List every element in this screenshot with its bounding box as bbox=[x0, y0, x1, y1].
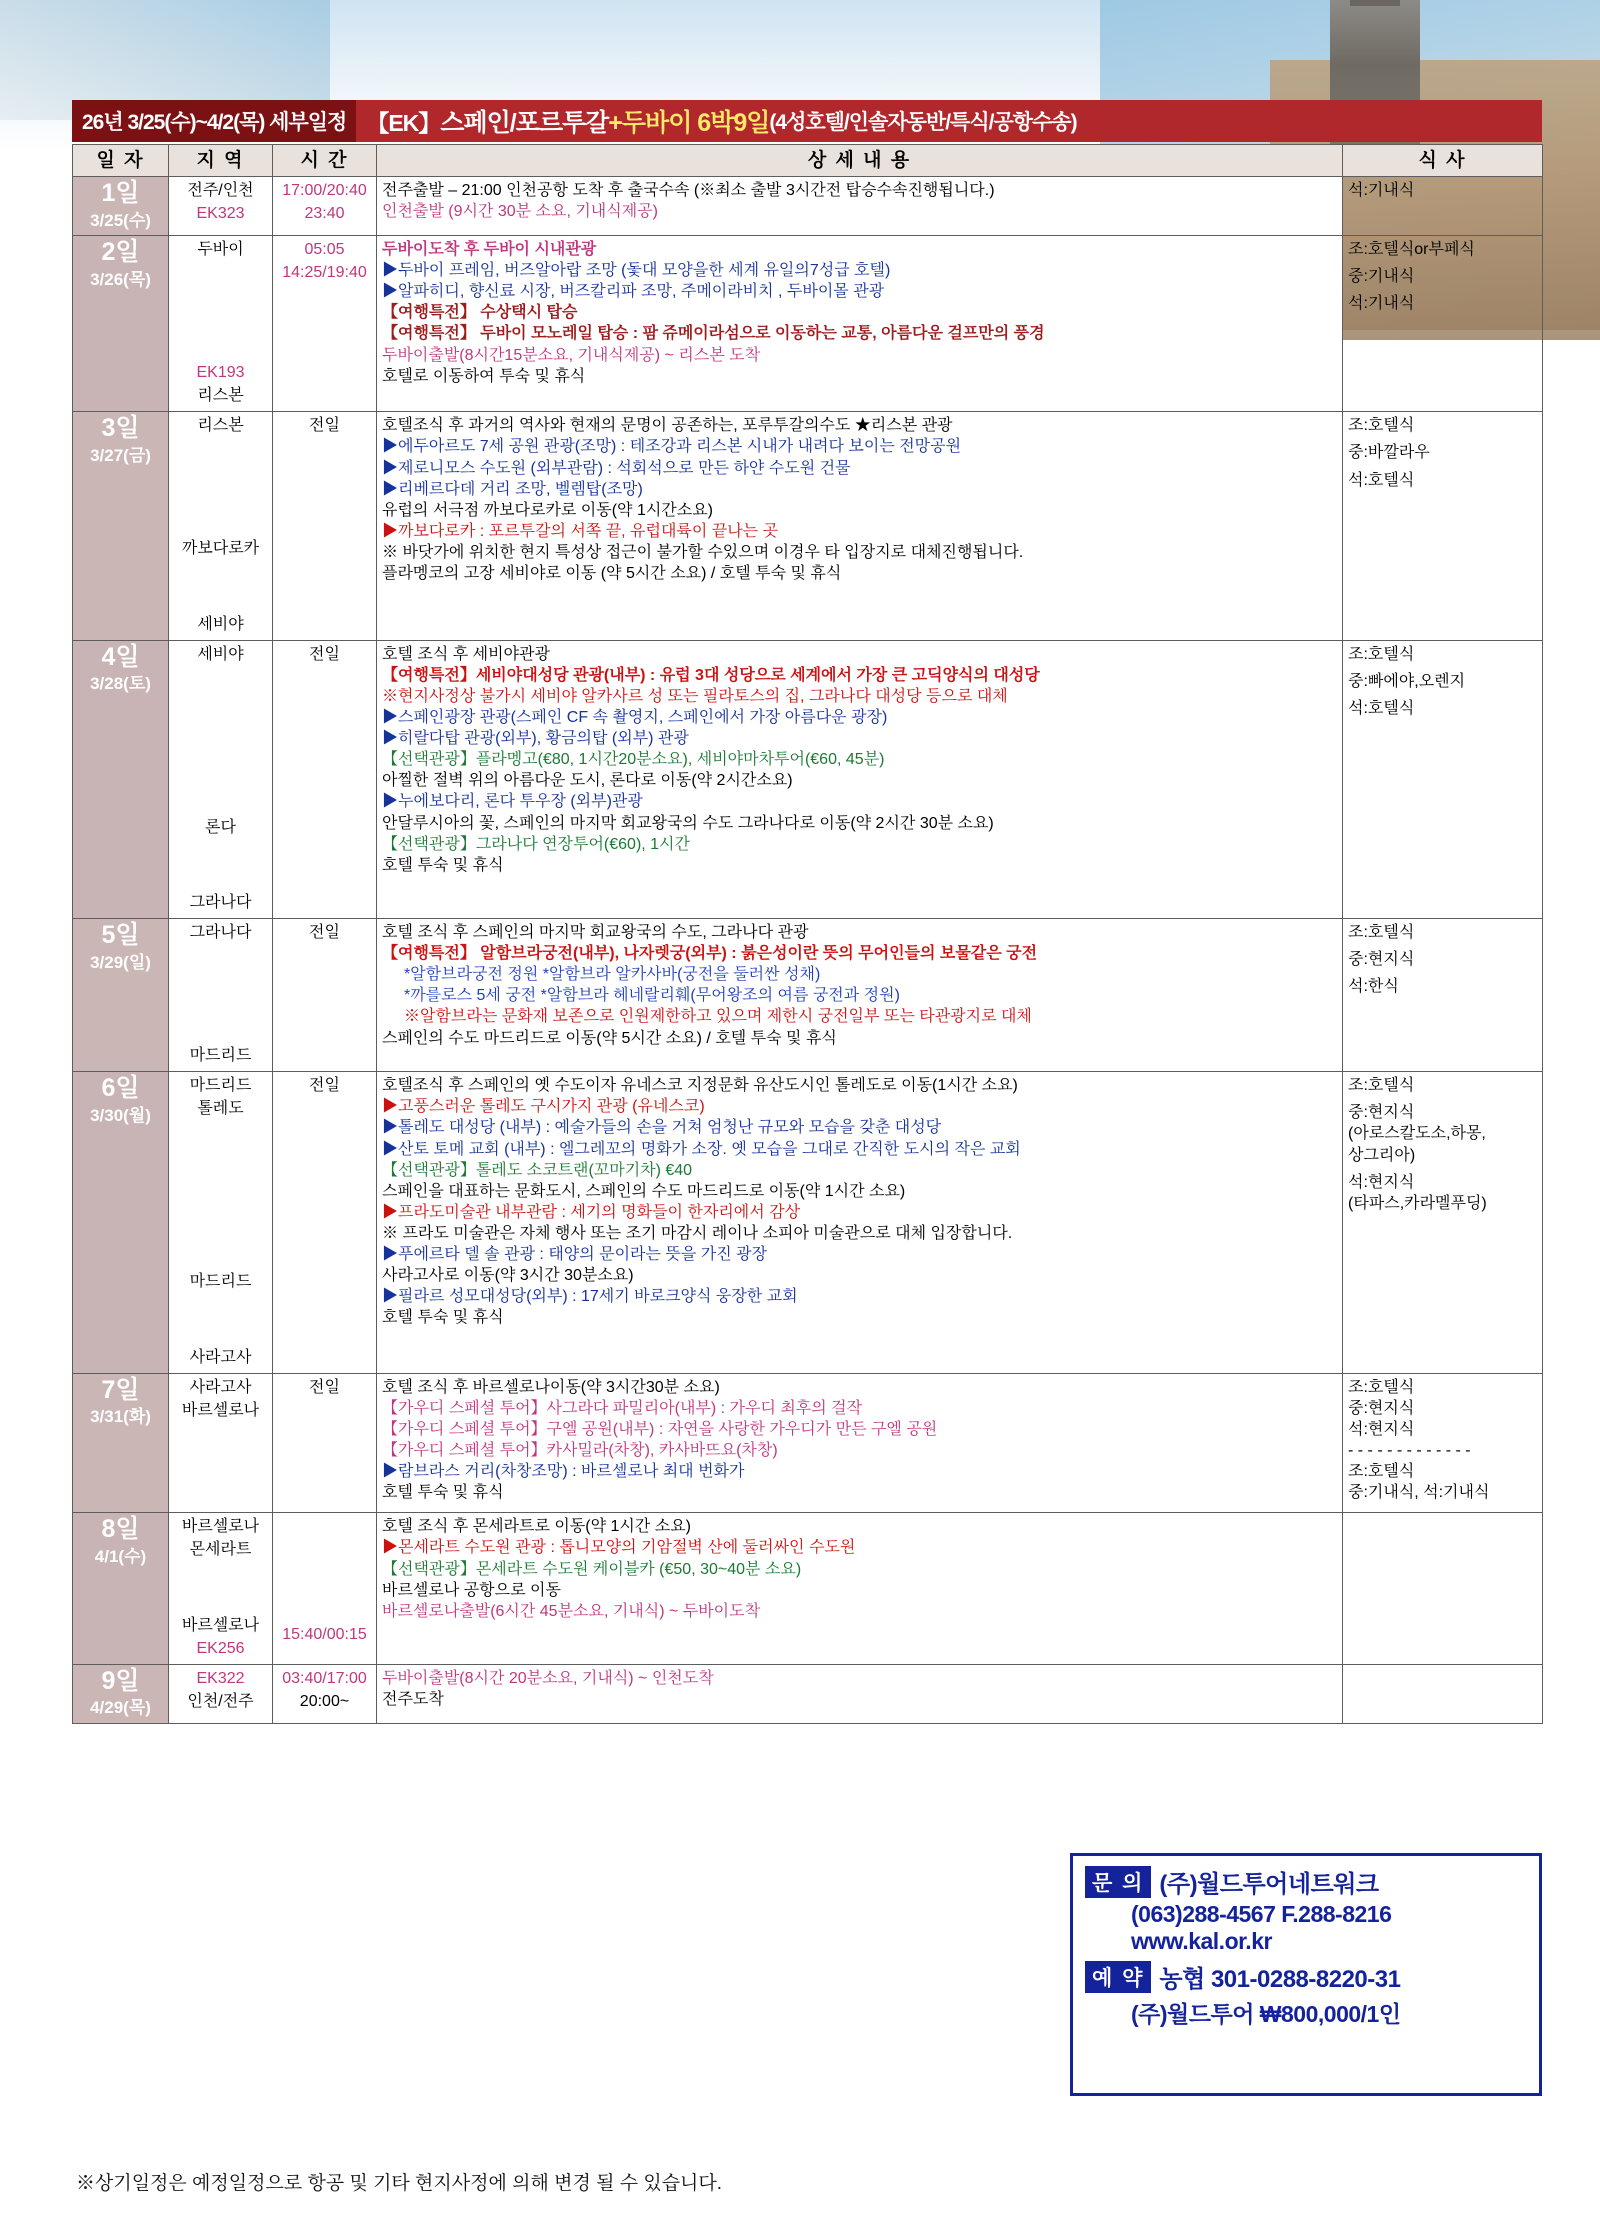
detail-line: ▶리베르다데 거리 조망, 벨렘탑(조망) bbox=[382, 480, 643, 498]
title-date-range: 26년 3/25(수)~4/2(목) 세부일정 bbox=[72, 100, 356, 142]
detail-line: 사라고사로 이동(약 3시간 30분소요) bbox=[382, 1267, 634, 1285]
area-line: 리스본 bbox=[197, 387, 244, 405]
meal-cell bbox=[1343, 236, 1543, 412]
detail-line: ▶제로니모스 수도원 (외부관람) : 석회석으로 만든 하얀 수도원 건물 bbox=[382, 459, 851, 477]
time-line: 전일 bbox=[309, 924, 340, 941]
time-line: 전일 bbox=[309, 1378, 340, 1396]
day-number: 1일 bbox=[101, 179, 140, 208]
meal-line: 중:기내식, 석:기내식 bbox=[1348, 1484, 1490, 1502]
detail-line: ▶누에보다리, 론다 투우장 (외부)관광 bbox=[382, 793, 643, 811]
meal-line: 중:기내식 bbox=[1348, 268, 1415, 286]
detail-line: ▶까보다로카 : 포르투갈의 서쪽 끝, 유럽대륙이 끝나는 곳 bbox=[382, 522, 779, 540]
day-date: 4/29(목) bbox=[90, 1698, 151, 1718]
meal-line: 조:호텔식 bbox=[1348, 924, 1415, 941]
table-row bbox=[73, 1664, 1543, 1723]
area-line: 사라고사 bbox=[189, 1348, 252, 1366]
detail-line: 호텔 조식 후 몬세라트로 이동(약 1시간 소요) bbox=[382, 1518, 691, 1536]
table-row bbox=[73, 236, 1543, 412]
detail-cell bbox=[377, 236, 1343, 412]
detail-line: 【선택관광】그라나다 연장투어(€60), 1시간 bbox=[382, 835, 690, 853]
col-meal: 식 사 bbox=[1343, 145, 1543, 177]
detail-line: 유럽의 서극점 까보다로카로 이동(약 1시간소요) bbox=[382, 501, 714, 519]
detail-cell bbox=[377, 1072, 1343, 1373]
detail-line: 【선택관광】플라멩고(€80, 1시간20분소요), 세비야마차투어(€60, 45분) bbox=[382, 751, 885, 769]
day-number: 7일 bbox=[101, 1375, 140, 1404]
title-options: (4성호텔/인솔자동반/특식/공항수송) bbox=[769, 111, 1077, 134]
flight-code: EK322 bbox=[196, 1669, 245, 1687]
detail-line: 호텔조식 후 스페인의 옛 수도이자 유네스코 지정문화 유산도시인 톨레도로 이동(1시간 소요) bbox=[382, 1077, 1018, 1095]
day-number: 4일 bbox=[101, 642, 140, 671]
day-date: 3/31(화) bbox=[90, 1407, 151, 1427]
table-row bbox=[73, 919, 1543, 1072]
area-line: 마드리드 bbox=[189, 1077, 252, 1095]
company-name: (주)월드투어네트워크 bbox=[1159, 1871, 1379, 1898]
detail-line: 안달루시아의 꽃, 스페인의 마지막 회교왕국의 수도 그라나다로 이동(약 2시간 30분 소요) bbox=[382, 814, 994, 832]
col-time: 시 간 bbox=[273, 145, 377, 177]
detail-cell bbox=[377, 177, 1343, 236]
detail-line: 전주도착 bbox=[382, 1690, 444, 1708]
time-cell bbox=[273, 1373, 377, 1513]
detail-line: 인천출발 (9시간 30분 소요, 기내식제공) bbox=[382, 203, 658, 221]
area-cell bbox=[169, 1373, 273, 1513]
table-row bbox=[73, 640, 1543, 918]
area-line: 인천/전주 bbox=[187, 1692, 254, 1710]
detail-line: 두바이출발(8시간15분소요, 기내식제공) ~ 리스본 도착 bbox=[382, 346, 761, 364]
detail-line: ▶톨레도 대성당 (내부) : 예술가들의 손을 거쳐 엄청난 규모와 모습을 갖춘 대성당 bbox=[382, 1119, 942, 1137]
table-row bbox=[73, 1373, 1543, 1513]
reserve-label: 예 약 bbox=[1085, 1961, 1151, 1993]
footnote: ※상기일정은 예정일정으로 항공 및 기타 현지사정에 의해 변경 될 수 있습니다. bbox=[76, 2173, 723, 2194]
day-date: 3/25(수) bbox=[90, 210, 151, 230]
detail-line: 호텔 조식 후 세비야관광 bbox=[382, 645, 550, 663]
day-date: 3/26(목) bbox=[90, 269, 151, 289]
area-cell bbox=[169, 1072, 273, 1373]
meal-cell bbox=[1343, 1664, 1543, 1723]
day-cell bbox=[73, 236, 169, 412]
day-cell bbox=[73, 919, 169, 1072]
meal-line: 조:호텔식 bbox=[1348, 417, 1415, 435]
meal-line: - - - - - - - - - - - - - bbox=[1348, 1441, 1471, 1459]
day-cell bbox=[73, 1513, 169, 1664]
area-line: 톨레도 bbox=[197, 1100, 244, 1118]
detail-line: ※ 바닷가에 위치한 현지 특성상 접근이 불가할 수있으며 이경우 타 입장지로 대체진행됩니다. bbox=[382, 544, 1024, 561]
area-cell bbox=[169, 177, 273, 236]
meal-line: 상그리아) bbox=[1348, 1146, 1416, 1164]
detail-line: ▶프라도미술관 내부관람 : 세기의 명화들이 한자리에서 감상 bbox=[382, 1203, 801, 1221]
area-line: 두바이 bbox=[197, 241, 244, 259]
area-line: 리스본 bbox=[197, 417, 244, 435]
detail-line: 아찔한 절벽 위의 아름다운 도시, 론다로 이동(약 2시간소요) bbox=[382, 772, 793, 790]
area-cell bbox=[169, 236, 273, 412]
meal-line: 조:호텔식 bbox=[1348, 1463, 1415, 1481]
day-number: 5일 bbox=[101, 921, 140, 949]
area-cell bbox=[169, 919, 273, 1072]
time-cell bbox=[273, 1513, 377, 1664]
col-date: 일 자 bbox=[73, 145, 169, 177]
detail-line: 전주출발 – 21:00 인천공항 도착 후 출국수속 (※최소 출발 3시간전 탑승수속진행됩니다.) bbox=[382, 182, 995, 200]
area-line: 세비야 bbox=[197, 615, 244, 633]
detail-line: 【선택관광】톨레도 소코트랜(꼬마기차) €40 bbox=[382, 1161, 693, 1179]
title-destination: 스페인/포르투갈 bbox=[440, 109, 609, 137]
day-cell bbox=[73, 1373, 169, 1513]
area-line: 까보다로카 bbox=[181, 540, 260, 558]
detail-cell bbox=[377, 919, 1343, 1072]
time-line: 23:40 bbox=[304, 205, 345, 223]
detail-line: 스페인의 수도 마드리드로 이동(약 5시간 소요) / 호텔 투숙 및 휴식 bbox=[382, 1029, 837, 1047]
detail-line: ▶필라르 성모대성당(외부) : 17세기 바로크양식 웅장한 교회 bbox=[382, 1288, 798, 1306]
meal-line: 조:호텔식 bbox=[1348, 1077, 1415, 1095]
detail-line: ※알함브라는 문화재 보존으로 인원제한하고 있으며 제한시 궁전일부 또는 타관광지로 대체 bbox=[404, 1008, 1032, 1026]
detail-cell bbox=[377, 640, 1343, 918]
meal-line: (아로스칼도소,하몽, bbox=[1348, 1125, 1486, 1143]
detail-line: 【선택관광】몬세라트 수도원 케이블카 (€50, 30~40분 소요) bbox=[382, 1560, 802, 1578]
meal-line: 조:호텔식 bbox=[1348, 1378, 1415, 1396]
area-line: 론다 bbox=[205, 818, 236, 836]
detail-line: 【여행특전】세비야대성당 관광(내부) : 유럽 3대 성당으로 세계에서 가장 큰 고딕양식의 대성당 bbox=[382, 666, 1040, 684]
inquiry-label: 문 의 bbox=[1085, 1866, 1151, 1898]
day-cell bbox=[73, 1072, 169, 1373]
meal-line: 석:현지식 bbox=[1348, 1173, 1415, 1191]
meal-cell bbox=[1343, 412, 1543, 640]
detail-line: 바르셀로나출발(6시간 45분소요, 기내식) ~ 두바이도착 bbox=[382, 1602, 761, 1620]
detail-line: 두바이도착 후 두바이 시내관광 bbox=[382, 241, 597, 259]
col-detail: 상 세 내 용 bbox=[377, 145, 1343, 177]
day-date: 3/28(토) bbox=[90, 674, 151, 694]
flight-code: EK256 bbox=[196, 1639, 245, 1657]
day-date: 3/30(월) bbox=[90, 1105, 151, 1125]
time-cell bbox=[273, 1072, 377, 1373]
time-cell bbox=[273, 640, 377, 918]
detail-line: ▶몬세라트 수도원 관광 : 톱니모양의 기암절벽 산에 둘러싸인 수도원 bbox=[382, 1539, 856, 1557]
detail-line: 【가우디 스페셜 투어】카사밀라(차창), 카사바뜨요(차창) bbox=[382, 1441, 778, 1459]
area-line: 마드리드 bbox=[189, 1273, 252, 1291]
detail-line: 호텔 투숙 및 휴식 bbox=[382, 856, 504, 874]
meal-cell bbox=[1343, 1513, 1543, 1664]
meal-line: (타파스,카라멜푸딩) bbox=[1348, 1194, 1487, 1212]
area-line: 세비야 bbox=[197, 645, 244, 663]
time-cell bbox=[273, 919, 377, 1072]
detail-line: 【여행특전】 수상택시 탑승 bbox=[382, 304, 578, 322]
time-line: 17:00/20:40 bbox=[282, 182, 367, 200]
day-date: 3/29(일) bbox=[90, 952, 151, 972]
time-cell bbox=[273, 236, 377, 412]
meal-cell bbox=[1343, 1072, 1543, 1373]
detail-line: 호텔 투숙 및 휴식 bbox=[382, 1309, 504, 1327]
area-line: 그라나다 bbox=[189, 924, 252, 941]
detail-cell bbox=[377, 1373, 1343, 1513]
day-number: 2일 bbox=[101, 238, 140, 267]
phone-number: (063)288-4567 F.288-8216 bbox=[1131, 1901, 1392, 1927]
meal-cell bbox=[1343, 640, 1543, 918]
area-line: 바르셀로나 bbox=[181, 1616, 260, 1634]
time-cell bbox=[273, 412, 377, 640]
time-line: 03:40/17:00 bbox=[282, 1669, 367, 1687]
detail-line: *까를로스 5세 궁전 *알함브라 헤네랄리훼(무어왕조의 여름 궁전과 정원) bbox=[404, 987, 900, 1005]
meal-line: 중:현지식 bbox=[1348, 951, 1415, 969]
day-cell bbox=[73, 177, 169, 236]
area-cell bbox=[169, 640, 273, 918]
flight-code: EK193 bbox=[196, 364, 245, 382]
title-main bbox=[356, 100, 1542, 142]
day-number: 8일 bbox=[101, 1515, 140, 1544]
detail-line: 호텔조식 후 과거의 역사와 현재의 문명이 공존하는, 포루투갈의수도 ★리스본 관광 bbox=[382, 417, 953, 435]
detail-cell bbox=[377, 412, 1343, 640]
meal-line: 석:호텔식 bbox=[1348, 471, 1415, 489]
meal-cell bbox=[1343, 177, 1543, 236]
detail-line: ▶에두아르도 7세 공원 관광(조망) : 테조강과 리스본 시내가 내려다 보이는 전망공원 bbox=[382, 438, 962, 456]
table-row bbox=[73, 1072, 1543, 1373]
detail-line: ▶두바이 프레임, 버즈알아랍 조망 (돛대 모양을한 세계 유일의7성급 호텔) bbox=[382, 262, 891, 280]
day-cell bbox=[73, 640, 169, 918]
detail-line: ▶히랄다탑 관광(외부), 황금의탑 (외부) 관광 bbox=[382, 730, 689, 748]
area-line: 그라나다 bbox=[189, 893, 252, 911]
meal-line: 조:호텔식or부페식 bbox=[1348, 241, 1475, 259]
meal-line: 중:바깔라우 bbox=[1348, 444, 1430, 462]
price-line: (주)월드투어 ₩800,000/1인 bbox=[1131, 2001, 1401, 2027]
title-destination-extra: +두바이 6박9일 bbox=[608, 109, 770, 137]
area-line: 바르셀로나 bbox=[181, 1518, 260, 1536]
detail-line: 호텔 조식 후 스페인의 마지막 회교왕국의 수도, 그라나다 관광 bbox=[382, 924, 809, 941]
detail-line: 【여행특전】 알함브라궁전(내부), 나자렛궁(외부) : 붉은성이란 뜻의 무어인들의 보물같은 궁전 bbox=[382, 945, 1038, 963]
detail-line: 【가우디 스페셜 투어】사그라다 파밀리아(내부) : 가우디 최후의 걸작 bbox=[382, 1399, 863, 1417]
day-date: 3/27(금) bbox=[90, 445, 151, 465]
time-line: 전일 bbox=[309, 1077, 340, 1095]
meal-line: 석:호텔식 bbox=[1348, 699, 1415, 717]
detail-line: 호텔로 이동하여 투숙 및 휴식 bbox=[382, 367, 586, 385]
area-cell bbox=[169, 1513, 273, 1664]
meal-line: 중:현지식 bbox=[1348, 1104, 1415, 1122]
contact-inquiry-row bbox=[1085, 1864, 1527, 1899]
detail-line: ▶고풍스러운 톨레도 구시가지 관광 (유네스코) bbox=[382, 1098, 705, 1116]
area-line: 몬세라트 bbox=[189, 1541, 252, 1559]
time-line: 05:05 bbox=[304, 241, 345, 259]
day-number: 3일 bbox=[101, 414, 140, 443]
contact-box bbox=[1070, 1853, 1542, 2096]
contact-reserve-row bbox=[1085, 1959, 1527, 1994]
meal-line: 중:빠에야,오렌지 bbox=[1348, 672, 1466, 690]
detail-line: *알함브라궁전 정원 *알함브라 알카사바(궁전을 둘러싼 성채) bbox=[404, 966, 821, 984]
meal-line: 석:기내식 bbox=[1348, 295, 1415, 313]
bank-account: 농협 301-0288-8220-31 bbox=[1159, 1966, 1401, 1993]
detail-line: ▶람브라스 거리(차창조망) : 바르셀로나 최대 번화가 bbox=[382, 1463, 745, 1481]
detail-line: 바르셀로나 공항으로 이동 bbox=[382, 1581, 561, 1599]
website-link[interactable]: www.kal.or.kr bbox=[1131, 1928, 1272, 1954]
detail-line: 플라멩코의 고장 세비야로 이동 (약 5시간 소요) / 호텔 투숙 및 휴식 bbox=[382, 565, 842, 583]
title-bar bbox=[72, 100, 1542, 142]
time-line: 20:00~ bbox=[299, 1692, 350, 1710]
detail-line: 【여행특전】 두바이 모노레일 탑승 : 팜 쥬메이라섬으로 이동하는 교통, 아름다운 걸프만의 풍경 bbox=[382, 325, 1045, 343]
time-cell bbox=[273, 177, 377, 236]
table-row bbox=[73, 177, 1543, 236]
meal-line: 중:현지식 bbox=[1348, 1399, 1415, 1417]
detail-line: ※ 프라도 미술관은 자체 행사 또는 조기 마감시 레이나 소피아 미술관으로 대체 입장합니다. bbox=[382, 1224, 1013, 1242]
detail-line: ▶스페인광장 관광(스페인 CF 속 촬영지, 스페인에서 가장 아름다운 광장) bbox=[382, 709, 888, 726]
day-cell bbox=[73, 1664, 169, 1723]
meal-line: 석:현지식 bbox=[1348, 1420, 1415, 1438]
col-area: 지 역 bbox=[169, 145, 273, 177]
detail-cell bbox=[377, 1664, 1343, 1723]
time-cell bbox=[273, 1664, 377, 1723]
area-line: 전주/인천 bbox=[187, 182, 254, 200]
itinerary-table bbox=[72, 144, 1543, 1724]
day-number: 9일 bbox=[101, 1666, 140, 1695]
time-line: 전일 bbox=[309, 645, 340, 663]
detail-line: ▶산토 토메 교회 (내부) : 엘그레꼬의 명화가 소장. 옛 모습을 그대로 간직한 도시의 작은 교회 bbox=[382, 1140, 1021, 1158]
detail-line: ※현지사정상 불가시 세비야 알카사르 성 또는 필라토스의 집, 그라나다 대성당 등으로 대체 bbox=[382, 687, 1008, 705]
table-header-row bbox=[73, 145, 1543, 177]
meal-cell bbox=[1343, 919, 1543, 1072]
time-line: 15:40/00:15 bbox=[282, 1626, 367, 1644]
meal-line: 석:한식 bbox=[1348, 978, 1399, 996]
area-cell bbox=[169, 412, 273, 640]
time-line: 14:25/19:40 bbox=[282, 264, 367, 282]
time-line: 전일 bbox=[309, 417, 340, 435]
area-line: 마드리드 bbox=[189, 1047, 252, 1065]
detail-line: ▶알파히디, 향신료 시장, 버즈칼리파 조망, 주메이라비치 , 두바이몰 관광 bbox=[382, 283, 885, 301]
table-row bbox=[73, 412, 1543, 640]
area-line: 바르셀로나 bbox=[181, 1401, 260, 1419]
detail-cell bbox=[377, 1513, 1343, 1664]
day-cell bbox=[73, 412, 169, 640]
area-line: 사라고사 bbox=[189, 1378, 252, 1396]
table-row bbox=[73, 1513, 1543, 1664]
detail-line: 두바이출발(8시간 20분소요, 기내식) ~ 인천도착 bbox=[382, 1669, 714, 1687]
meal-line: 석:기내식 bbox=[1348, 182, 1415, 200]
meal-line: 조:호텔식 bbox=[1348, 645, 1415, 663]
detail-line: 호텔 투숙 및 휴식 bbox=[382, 1484, 504, 1502]
detail-line: ▶푸에르타 델 솔 관광 : 태양의 문이라는 뜻을 가진 광장 bbox=[382, 1246, 768, 1264]
meal-cell bbox=[1343, 1373, 1543, 1513]
day-number: 6일 bbox=[101, 1074, 140, 1103]
area-cell bbox=[169, 1664, 273, 1723]
detail-line: 스페인을 대표하는 문화도시, 스페인의 수도 마드리드로 이동(약 1시간 소요) bbox=[382, 1182, 906, 1200]
day-date: 4/1(수) bbox=[94, 1546, 147, 1566]
detail-line: 【가우디 스페셜 투어】구엘 공원(내부) : 자연을 사랑한 가우디가 만든 구엘 공원 bbox=[382, 1420, 938, 1438]
title-airline-code: 【EK】 bbox=[366, 109, 441, 136]
flight-code: EK323 bbox=[196, 205, 245, 223]
detail-line: 호텔 조식 후 바르셀로나이동(약 3시간30분 소요) bbox=[382, 1378, 720, 1396]
